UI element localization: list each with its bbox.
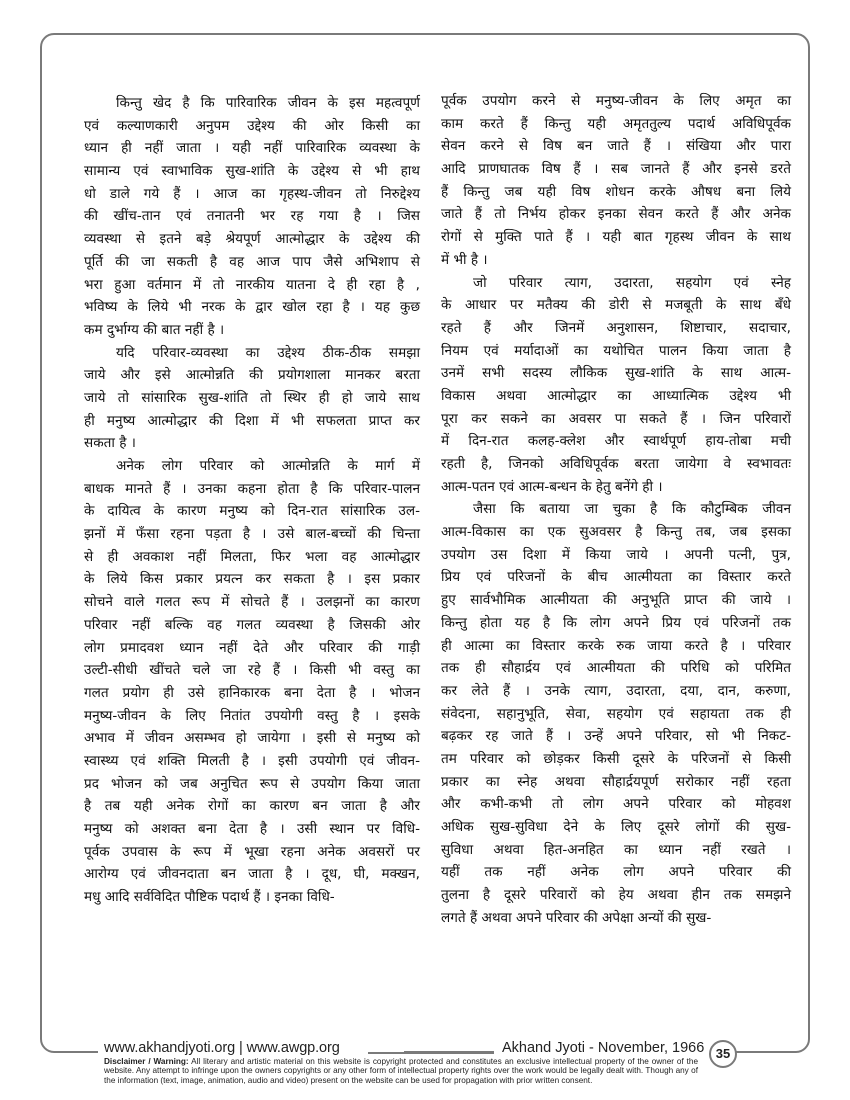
text-line: सामान्य एवं स्वाभाविक सुख-शांति के उद्देश्य से भी हाथ <box>84 163 420 180</box>
text-line: नियम एवं मर्यादाओं का यथोचित पालन किया जाता है <box>441 342 791 359</box>
text-line: के लिये किस प्रकार प्रयत्न कर सकता है । इस प्रकार <box>84 571 420 588</box>
text-line: मनुष्य-जीवन के लिए नितांत उपयोगी वस्तु है । इसके <box>84 707 420 724</box>
text-line: से ही अवकाश नहीं मिलता, फिर भला वह आत्मोद्धार <box>84 548 420 565</box>
text-line: रहते हैं और जिनमें अनुशासन, शिष्टाचार, सदाचार, <box>441 319 791 336</box>
text-line: तक ही सौहार्द्रय एवं आत्मीयता की परिधि को परिमित <box>441 660 791 677</box>
text-line: लोग प्रमादवश ध्यान नहीं देते और परिवार की गाड़ी <box>84 639 420 656</box>
text-line: किन्तु खेद है कि पारिवारिक जीवन के इस महत्वपूर्ण <box>116 95 420 111</box>
text-line: झनों में फँसा रहना पड़ता है । उसे बाल-बच्चों की चिन्ता <box>84 526 420 543</box>
paragraph <box>84 342 420 455</box>
footer-websites[interactable]: www.akhandjyoti.org | www.awgp.org <box>104 1040 340 1056</box>
text-line: हैं किन्तु जब यही विष शोधन करके औषध बना लिये <box>441 183 791 200</box>
text-line: में भी है । <box>441 251 488 268</box>
text-line: जैसा कि बताया जा चुका है कि कौटुम्बिक जीवन <box>473 501 791 518</box>
text-line: में दिन-रात कलह-क्लेश और स्वार्थपूर्ण हाय-तोबा मची <box>441 433 791 450</box>
text-line: काम करते हैं किन्तु यही अमृततुल्य पदार्थ अविधिपूर्वक <box>441 115 791 132</box>
article-column-right <box>441 90 791 929</box>
text-line: बाधक मानते हैं । उनका कहना होता है कि परिवार-पालन <box>84 480 420 497</box>
text-line: उल्टी-सीधी खींचते चले जा रहे हैं । किसी भी वस्तु का <box>84 662 420 679</box>
text-line: अनेक लोग परिवार को आत्मोन्नति के मार्ग में <box>116 458 420 474</box>
text-line: ही मनुष्य आत्मोद्धार की दिशा में भी सफलता प्राप्त कर <box>84 412 420 429</box>
text-line: धो डाले गये हैं । आज का गृहस्थ-जीवन तो निरुद्देश्य <box>84 185 420 202</box>
text-line: लगते हैं अथवा अपने परिवार की अपेक्षा अन्यों की सुख- <box>441 909 712 926</box>
footer-issue: Akhand Jyoti - November, 1966 <box>502 1040 705 1056</box>
paragraph <box>441 90 791 272</box>
text-line: सुविधा अथवा हित-अनहित का ध्यान नहीं रखते । <box>441 841 791 858</box>
text-line: पूरा कर सकने का अवसर पा सकते हैं । जिन परिवारों <box>441 410 791 427</box>
text-line: गलत प्रयोग ही उसे हानिकारक बना देता है । भोजन <box>84 684 420 701</box>
text-line: बढ़कर रह जाते हैं । उन्हें अपने परिवार, सो भी निकट- <box>441 728 791 745</box>
disclaimer-label: Disclaimer / Warning: <box>104 1057 189 1066</box>
text-line: ही आत्मा का विस्तार करके रुक जाया करते है । परिवार <box>441 637 791 654</box>
text-line: उपयोग उस दिशा में किया जाये । अपनी पत्नी, पुत्र, <box>441 546 791 563</box>
text-line: व्यवस्था से इतने बड़े श्रेयपूर्ण आत्मोद्धार के उद्देश्य की <box>84 231 420 248</box>
text-line: और कभी-कभी तो लोग अपने परिवार को मोहवश <box>441 796 791 813</box>
text-line: तम परिवार को छोड़कर किसी दूसरे के परिजनों से किसी <box>441 750 791 767</box>
text-line: पूर्वक उपवास के रूप में भूखा रहना अनेक अवसरों पर <box>84 843 420 860</box>
paragraph <box>84 92 420 342</box>
text-line: आत्म-पतन एवं आत्म-बन्धन के हेतु बनेंगे ही । <box>441 478 663 495</box>
text-line: सेवन करने से विष बन जाते हैं । संखिया और पारा <box>441 138 791 155</box>
text-line: मधु आदि सर्वविदित पौष्टिक पदार्थ हैं । इनका विधि- <box>84 889 335 906</box>
article-column-left <box>84 92 420 909</box>
disclaimer-text: All literary and artistic material on this website is copyright protected and constitutes an exclusive intellectual property of the owner of the website. Any attempt to infringe upon the owners copyrights or any other form of intellectual property rights over the work would be legally dealt with. Though any of the information (text, image, animation, audio and video) present on the website can be used for propagation with prior written consent. <box>104 1057 698 1085</box>
text-line: अभाव में जीवन असम्भव हो जायेगा । इसी से मनुष्य को <box>84 730 420 747</box>
footer-disclaimer <box>104 1057 698 1085</box>
text-line: है तब यही अनेक रोगों का कारण बन जाता है और <box>84 798 420 815</box>
text-line: जो परिवार त्याग, उदारता, सहयोग एवं स्नेह <box>473 274 791 291</box>
text-line: मनुष्य को अशक्त बना देता है । उसी स्थान पर विधि- <box>84 821 420 837</box>
text-line: किन्तु होता यह है कि लोग अपने प्रिय एवं परिजनों तक <box>441 614 791 631</box>
text-line: विकास अथवा आत्मोद्धार का आध्यात्मिक उद्देश्य भी <box>441 387 791 404</box>
page-number: 35 <box>709 1040 737 1068</box>
text-line: उनमें सभी सदस्य लौकिक सुख-शांति के साथ आत्म- <box>441 365 791 382</box>
text-line: भरा हुआ वर्तमान में तो नारकीय यातना दे ही रहा है , <box>84 276 420 293</box>
text-line: के दायित्व के कारण मनुष्य को दिन-रात सांसारिक उल- <box>84 503 420 520</box>
text-line: तुलना है दूसरे परिवारों को हेय अथवा हीन तक समझने <box>441 887 791 904</box>
text-line: पूर्वक उपयोग करने से मनुष्य-जीवन के लिए अमृत का <box>441 93 791 109</box>
text-line: जाते हैं तो निर्भय होकर इनका सेवन करते हैं और अनेक <box>441 206 791 223</box>
text-line: सोचने वाले गलत रूप में सोचते हैं । उलझनों का कारण <box>84 594 420 611</box>
text-line: के आधार पर मतैक्य की डोरी से मजबूती के साथ बँधे <box>441 297 791 314</box>
paragraph <box>441 272 791 499</box>
text-line: कर लेते हैं । उनके त्याग, उदारता, दया, दान, करुणा, <box>441 682 791 699</box>
text-line: संवेदना, सहानुभूति, सेवा, सहयोग एवं सहायता तक ही <box>441 705 791 722</box>
text-line: हुए सार्वभौमिक आत्मीयता की अनुभूति प्राप्त की जाये । <box>441 592 791 609</box>
text-line: कम दुर्भाग्य की बात नहीं है । <box>84 321 225 338</box>
text-line: यदि परिवार-व्यवस्था का उद्देश्य ठीक-ठीक समझा <box>116 344 420 361</box>
text-line: जाये तो सांसारिक सुख-शांति तो स्थिर ही हो जाये साथ <box>84 389 420 406</box>
footer-divider <box>368 1052 494 1054</box>
text-line: आत्म-विकास का एक सुअवसर है किन्तु तब, जब इसका <box>441 524 791 541</box>
text-line: प्रिय एवं परिजनों के बीच आत्मीयता का विस्तार करते <box>441 569 791 586</box>
text-line: सकता है । <box>84 435 136 452</box>
text-line: आदि प्राणघातक विष हैं । सब जानते हैं और इनसे डरते <box>441 161 791 178</box>
text-line: रोगों से मुक्ति पाते हैं । यही बात गृहस्थ जीवन के साथ <box>441 229 791 246</box>
text-line: पूर्ति की जा सकती है वह आज पाप जैसे अभिशाप से <box>84 253 420 270</box>
text-line: की खींच-तान एवं तनातनी भर रह गया है । जिस <box>84 208 420 225</box>
paragraph <box>441 498 791 929</box>
text-line: प्रकार का स्नेह अथवा सौहार्द्रयपूर्ण सरोकार नहीं रहता <box>441 773 791 790</box>
text-line: अधिक सुख-सुविधा देने के लिए दूसरे लोगों की सुख- <box>441 819 791 835</box>
text-line: रहती है, जिनको अविधिपूर्वक बरता जायेगा वे स्वभावतः <box>441 456 791 472</box>
text-line: आरोग्य एवं जीवनदाता बन जाता है । दूध, घी, मक्खन, <box>84 866 420 883</box>
text-line: ध्यान ही नहीं जाता । यही नहीं पारिवारिक व्यवस्था के <box>84 140 420 157</box>
paragraph <box>84 455 420 909</box>
text-line: स्वास्थ्य एवं शक्ति मिलती है । इसी उपयोगी एवं जीवन- <box>84 752 420 769</box>
text-line: परिवार नहीं बल्कि वह गलत व्यवस्था है जिसकी ओर <box>84 616 420 633</box>
text-line: यहीं तक नहीं अनेक लोग अपने परिवार की <box>441 864 791 881</box>
text-line: जाये और इसे आत्मोन्नति की प्रयोगशाला मानकर बरता <box>84 367 420 384</box>
text-line: प्रद भोजन को जब अनुचित रूप से उपयोग किया जाता <box>84 775 420 792</box>
text-line: एवं कल्याणकारी अनुपम उद्देश्य की ओर किसी का <box>84 117 420 134</box>
text-line: भविष्य के लिये भी नरक के द्वार खोल रहा है । यह कुछ <box>84 299 420 316</box>
